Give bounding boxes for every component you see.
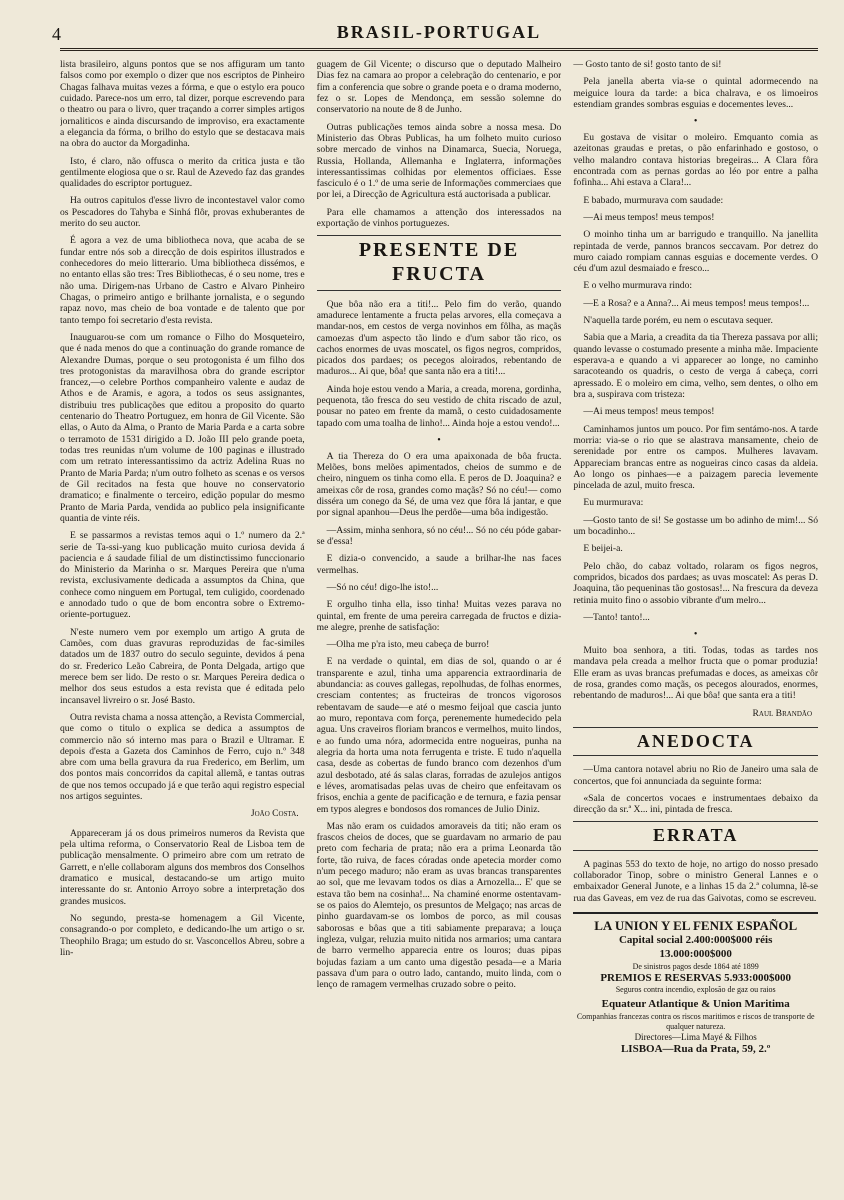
story-paragraph: —Tanto! tanto!...: [583, 611, 650, 623]
col1-paragraph: No segundo, presta-se homenagem a Gil Vicente, consagrando-o por completo, e dedicando-lhe um artigo o sr. Theophilo Braga; um estudo do sr. Vasconcellos Abreu, sobre a lin-: [60, 912, 305, 958]
story-paragraph: —Gosto tanto de si! Se gostasse um bo adinho de mim!... Só um bocadinho...: [573, 514, 819, 538]
ad-address: LISBOA—Rua da Prata, 59, 2.º: [620, 1043, 771, 1056]
story-paragraph: A tia Thereza do O era uma apaixonada de bôa fructa. Melões, bons melões apimentados, cheios de summo e de cheiro, ninguem os tinha como ella. E peros de D. Joaquina? e ameixas côr de rosa, grandes como maçãs? Só no céu!— como disséra um conego da Sé, de uma vez que fôra lá jantar, e que por signal apanhou—Deus lhe perdôe—uma bôa indigestão.: [316, 450, 562, 519]
page-title: BRASIL-PORTUGAL: [336, 22, 542, 42]
story-paragraph: —Ai meus tempos! meus tempos!: [583, 211, 715, 223]
insurance-advertisement: [573, 912, 818, 1057]
story-paragraph: N'aquella tarde porém, eu nem o escutava sequer.: [583, 315, 773, 327]
story-paragraph: E babado, murmurava com saudade:: [583, 194, 724, 206]
column-1: [60, 59, 305, 1195]
ad-insurance-types: Seguros contra incendio, explosão de gaz ou raios: [615, 985, 776, 995]
story-paragraph: Sabia que a Maria, a creadita da tia Thereza passava por alli; quando levasse o costumado presente a minha mãe. Impaciente esperava-a e quando a vi apparecer ao longe, no caminho saracoteando os quadris, o cesto de verga á cabeça, corri apressado. E o moleiro em cima, velho, sem dentes, o olho em bra a, suspirava com tristeza:: [573, 332, 819, 400]
story-paragraph: — Gosto tanto de si! gosto tanto de si!: [573, 59, 722, 70]
column-2: [317, 59, 562, 1195]
col2-paragraph: Para elle chamamos a attenção dos interessados na exportação de vinhos portuguezes.: [316, 206, 562, 230]
story-paragraph: —E a Rosa? e a Anna?... Ai meus tempos! meus tempos!...: [583, 297, 810, 309]
ad-equateur-desc: Companhias francezas contra os riscos maritimos e riscos de transporte de qualquer natureza.: [576, 1012, 815, 1032]
col2-paragraph: Outras publicações temos ainda sobre a nossa mesa. Do Ministerio das Obras Publicas, ha um folheto muito curioso sobre mercado de vinhos na Dinamarca, Suecia, Noruega, Russia, Hollanda, Allemanha e Inglaterra, informações interessantissimas colhidas por elementos officiaes. Esse fasciculo é o 1.º de uma serie de Informações commerciaes que por lei, a Direcção de Agricultura está auctorisada a publicar.: [316, 121, 562, 201]
col1-paragraph: Outra revista chama a nossa attenção, a Revista Commercial, que como o titulo o explica se dedica a assumptos de commercio não só interno mas para o Brazil e Ultramar. E depois d'esta a Gazeta dos Caminhos de Ferro, cujo n.º 348 abre com uma bella gravura da rua Frederico, em Berlim, um dos pontos mais concorridos da capital allemã, e tantas outras de que nos temos occupado já e que terão aqui registro especial nos artigos seguintes.: [60, 711, 305, 803]
story-paragraph: Caminhamos juntos um pouco. Por fim sentámo-nos. A tarde morria: via-se o rio que se alastrava mansamente, cheio de serenidade por entre os campos. Mulheres lavavam. Appareciam brancas entre as nogueiras cinco casas da aldeia. Ao longo os pinhaes—e a paizagem parecia levemente pincelada de azul, muito fresca.: [573, 423, 819, 492]
col1-paragraph: Ha outros capitulos d'esse livro de incontestavel valor como os Pescadores do Tahyba e Sinhá flôr, provas exhuberantes de merito do seu auctor.: [60, 195, 305, 230]
section-separator: •: [693, 629, 698, 641]
story-paragraph: —Assim, minha senhora, só no céu!... Só no céu póde gabar-se d'essa!: [316, 524, 562, 547]
col1-paragraph: lista brasileiro, alguns pontos que se nos affiguram um tanto falsos como por exemplo o dizer que nos escriptos de Pinheiro Chagas falhava muitas vezes a fórma, e que o estylo era pouco cuidado. Parece-nos um erro, tal dizer, porque escrevendo para o theatro ou para o livro, quer traçando a correr simples artigos jornaliticos e ainda discursando de improviso, era exactamente a elegancia da fórma, o brilho do estylo que se destacava mais na obra do auctor da Morgadinha.: [60, 59, 305, 150]
story-paragraph: Muito boa senhora, a titi. Todas, todas as tardes nos mandava pela creada a melhor fructa que o pomar produzia! Elle eram as uvas brancas prefumadas e doces, as ameixas côr de rosa, grandes como maçãs, os pecegos alourados, enormes, rebentando de maduros!... Ai que bôa! que santa era a titi!: [573, 645, 819, 702]
story-paragraph: —Olha me p'ra isto, meu cabeça de burro!: [326, 639, 490, 651]
col1-paragraph: Inauguarou-se com um romance o Filho do Mosqueteiro, que é nada menos do que a continuação do grande romance de Alexandre Dumas, porque o seu protogonista é um filho dos tres protogonistas da maravilhosa obra do grande escriptor francez,—o celebre Porthos companheiro valente e audaz de Athos e de Aramis, e agora, a todos os seus assignantes, distribuiu tres publicações que editou a proposito do quarto centenario do Theatro Portuguez, em honra de Gil Vicente. São ellas, o Auto da Alma, o Pranto de Maria Parda e a carta sobre o terramoto de 1531 dirigido a D. João III pelo grande poeta, todas tres reunidas n'um volume de 100 paginas e illustrado com um retrato interessantissimo da actriz Adelina Ruas no Pranto de Maria Parda; n'um outro folheto as scenas e os versos de Gil recitados na festa que houve no conservatorio dramatico; e finalmente o terceiro, edição popular do mesmo Pranto de Maria Parda, vendida ao publico pela insignificante quantia de vinte réis.: [60, 331, 305, 524]
anedocta-paragraph: —Uma cantora notavel abriu no Rio de Janeiro uma sala de concertos, que foi annunciada da seguinte forma:: [573, 764, 819, 787]
col1-paragraph: E se passarmos a revistas temos aqui o 1.º numero da 2.ª serie de Ta-ssi-yang kuo publicação muito curiosa devida á paciencia e á saudade filial de um distinctissimo funccionario do Ministerio da Marinha o sr. Marques Pereira que n'uma revista, exclusivamente dedicada a assumptos da China, que conhece como ninguem em Portugal, tem culigido, coordenado e annodado tudo o que de bom encontra sobre o Extremo-oriente-portuguez.: [60, 530, 305, 621]
ad-claims-value: 13.000:000$000: [659, 947, 732, 960]
story-paragraph: E beijei-a.: [583, 543, 623, 555]
story-signature: Raul Brandão: [752, 707, 813, 719]
story-paragraph: E na verdade o quintal, em dias de sol, quando o ar é transparente e azul, tinha uma apparencia extraordinaria de abundancia: as couves gallegas, repolhudas, de folhas enormes, cresciam contentes; as fructeiras de troncos vigorosos rebentavam de saude—e até o mesmo feijoal que cascia junto ao muro, repontava com força, perenemente humedecido pela agua. Uns craveiros floriam brancos e vermelhos, muito lindos, e ao fundo uma nóra, adormecida entre nogueiras, punha na alegria da horta uma nota ferrugenta e triste. E tudo n'aquella casa, desde as cobertas de fundo branco com dezenhos d'um azul desbotado, até ás salas claras, forradas de azulejos antigos e léves, aromatisadas pelas uvas de cheiro que enfeitavam os frisos, enchia a gente de pacificação e de ternura, e fazia pensar em typos alegres e bondosos dos romances de Julio Diniz.: [316, 656, 562, 815]
story-paragraph: Pelo chão, do cabaz voltado, rolaram os figos negros, compridos, bicados dos pardaes; as uvas moscatel: As peras D. Joaquina, tão pequeninas tão gostosas!... Na frescura da deveza retinia muito fino o assobio vibrante d'um melro...: [573, 560, 819, 606]
col1-paragraph: É agora a vez de uma bibliotheca nova, que acaba de se fundar entre nós sob a direcção de dois espiritos illustrados e conhecedores do meio litterario. Uma bibliotheca dissémos, e no entanto ellas são tres: Tres Bibliothecas, é o seu nome, tres e não uma. Dirigem-nas Urbano de Castro e Alvaro Pinheiro Chagas, o primeiro antigo e brilhante jornalista, e o segundo rapaz novo, mas cheio de boa vontade e de talento que por tanto tempo foi secretario d'esta revista.: [60, 235, 305, 326]
story-paragraph: —Ai meus tempos! meus tempos!: [583, 406, 715, 418]
errata-title: ERRATA: [573, 821, 818, 850]
story-paragraph: E dizia-o convencido, a saude a brilhar-lhe nas faces vermelhas.: [316, 553, 562, 576]
story-paragraph: O moinho tinha um ar barrigudo e tranquillo. Na janellita repintada de verde, pannos brancos seccavam. Por detrez do muro caiado rompiam cannas esguias e docemente verdes. O céu d'um azul desmaiado e fresco...: [573, 229, 819, 275]
col2-paragraph: guagem de Gil Vicente; o discurso que o deputado Malheiro Dias fez na camara ao propor a celebração do centenario, e por fim a conferencia que sobre o grande poeta e o drama moderno, fez o sr. Lopes de Mendonça, em sessão solemne do conservatorio na noute de 8 de Junho.: [316, 59, 562, 116]
page-number: 4: [52, 24, 61, 44]
story-paragraph: —Só no céu! digo-lhe isto!...: [326, 581, 439, 593]
ad-premiums: PREMIOS E RESERVAS 5.933:000$000: [600, 971, 792, 984]
anedocta-paragraph: «Sala de concertos vocaes e instrumentaes debaixo da direcção da sr.ª X... ini, pintada de fresca.: [573, 792, 819, 816]
story-paragraph: E orgulho tinha ella, isso tinha! Muitas vezes parava no quintal, em frente de uma pereira carregada de fructos e dizia-me alegre, prenhe de satisfação:: [316, 599, 562, 633]
section-separator: •: [437, 435, 441, 446]
ad-company-name: LA UNION Y EL FENIX ESPAÑOL: [594, 917, 798, 933]
ad-directors: Directores—Lima Mayé & Filhos: [634, 1032, 757, 1043]
story-paragraph: Que bôa não era a titi!... Pelo fim do verão, quando amadurece lentamente a fructa pelas arvores, ella começava a mandar-nos, em cestos de verga novinhos em fôlha, as maçãs camoezas d'um aspecto tão lindo e d'um sabor tão rico, os cachos enormes de uvas moscatel, os figos negros, compridos, picados dos pardaes; os pecegos aloirados, rebentando de maduros... Ai que, bôa! que santa não era a titi!...: [316, 298, 562, 378]
story-paragraph: Eu gostava de visitar o moleiro. Emquanto comia as azeitonas graudas e pretas, o pão enfarinhado e gostoso, o velho malandro contava historias bregeiras... A Clara fôra encontrada com as pernas gordas ao léo por entre a palha fofinha... Ahi estava a Clara!...: [573, 132, 819, 189]
section-separator: •: [693, 116, 698, 128]
story-paragraph: Eu murmurava:: [583, 497, 644, 509]
author-signature: João Costa.: [250, 808, 299, 820]
column-3: [573, 59, 818, 1195]
story-paragraph: E o velho murmurava rindo:: [583, 280, 693, 292]
story-paragraph: Pela janella aberta via-se o quintal adormecendo na meiguice loura da tarde: a bica chalrava, e os limoeiros estendiam grandes sombras esguias e docementes leves...: [573, 76, 819, 110]
story-title: PRESENTE DE FRUCTA: [317, 235, 562, 290]
story-paragraph: Ainda hoje estou vendo a Maria, a creada, morena, gordinha, pequenota, tão fresca do seu vestido de chita riscado de azul, pousar no pateo em frente da mamã, o cesto cuidadosamente tapado com uma toalha de linho!... Ainda hoje a estou vendo!...: [316, 383, 562, 429]
col1-paragraph: Isto, é claro, não offusca o merito da critica justa e tão gentilmente elogiosa que o sr. Raul de Azevedo faz das grandes qualidades do escriptor portuguez.: [60, 155, 305, 190]
col1-paragraph: N'este numero vem por exemplo um artigo A gruta de Camões, com duas gravuras reproduzidas de fac-similes datados um de 1837 outro do seculo seguinte, devidos á pena do sr. Frederico Leão Cabreira, de Ponta Delgada, artigo que merece bem ser lido. De resto o sr. Marques Pereira dedica o melhor dos seus estudos a esta revista que é editada pelo incansavel livreiro o sr. José Basto.: [60, 626, 305, 706]
ad-claims-label: De sinistros pagos desde 1864 até 1899: [632, 961, 759, 971]
errata-paragraph: A paginas 553 do texto de hoje, no artigo do nosso presado collaborador Tinop, sobre o ministro General Lannes e o embaixador General Junote, e a linhas 15 da 2.ª columna, lê-se rua das Gaveas, em vez de rua das Gaivotas, como se escreveu.: [573, 858, 819, 904]
anedocta-title: ANEDOCTA: [573, 727, 818, 756]
story-paragraph: Mas não eram os cuidados amoraveis da titi; não eram os frascos cheios de doces, que se guardavam no armario de pau preto com fecharia de prata; não era a prima Leonarda tão forte, tão ruiva, de faces córadas onde apetecia morder como n'um pecego maduro; não eram as uvas brancas transparentes ao sol, que me levavam todos os dias a Arnozella... E' que se estava tão bem na cosinha!... Na chaminé enorme ostentavam-se os paios do Alemtejo, os presuntos de Melgaço; nas arcas de pinho guardavam-se os lombos de porco, as mil cousas saborosas e bôas que a titi sabiamente preparava; a louça ingleza, vulgar, reluzia muito nitida nos armarios; uma cantara de barro vermelho apparecia entre os louros; duas pipas bojudas faziam a um canto uma digestão pesada—e a Maria passava d'um para o outro lado, cantando, muito linda, com o lenço de ramagem vermelhas cruzado sobre o peito.: [316, 820, 562, 991]
ad-equateur-name: Equateur Atlantique & Union Maritima: [601, 998, 790, 1011]
col1-paragraph: Appareceram já os dous primeiros numeros da Revista que pela ultima reforma, o Conservatorio Real de Lisboa tem de publicação mensalmente. O primeiro abre com um retrato de Garrett, e n'elle collaboram alguns dos membros dos Conselhos dramatico e musical, destacando-se um artigo muito interessante do sr. Antonio Arroyo sobre a interpretação dos grandes musicos.: [60, 827, 305, 907]
ad-capital: Capital social 2.400:000$000 réis: [618, 934, 773, 947]
page-header: [52, 22, 818, 51]
